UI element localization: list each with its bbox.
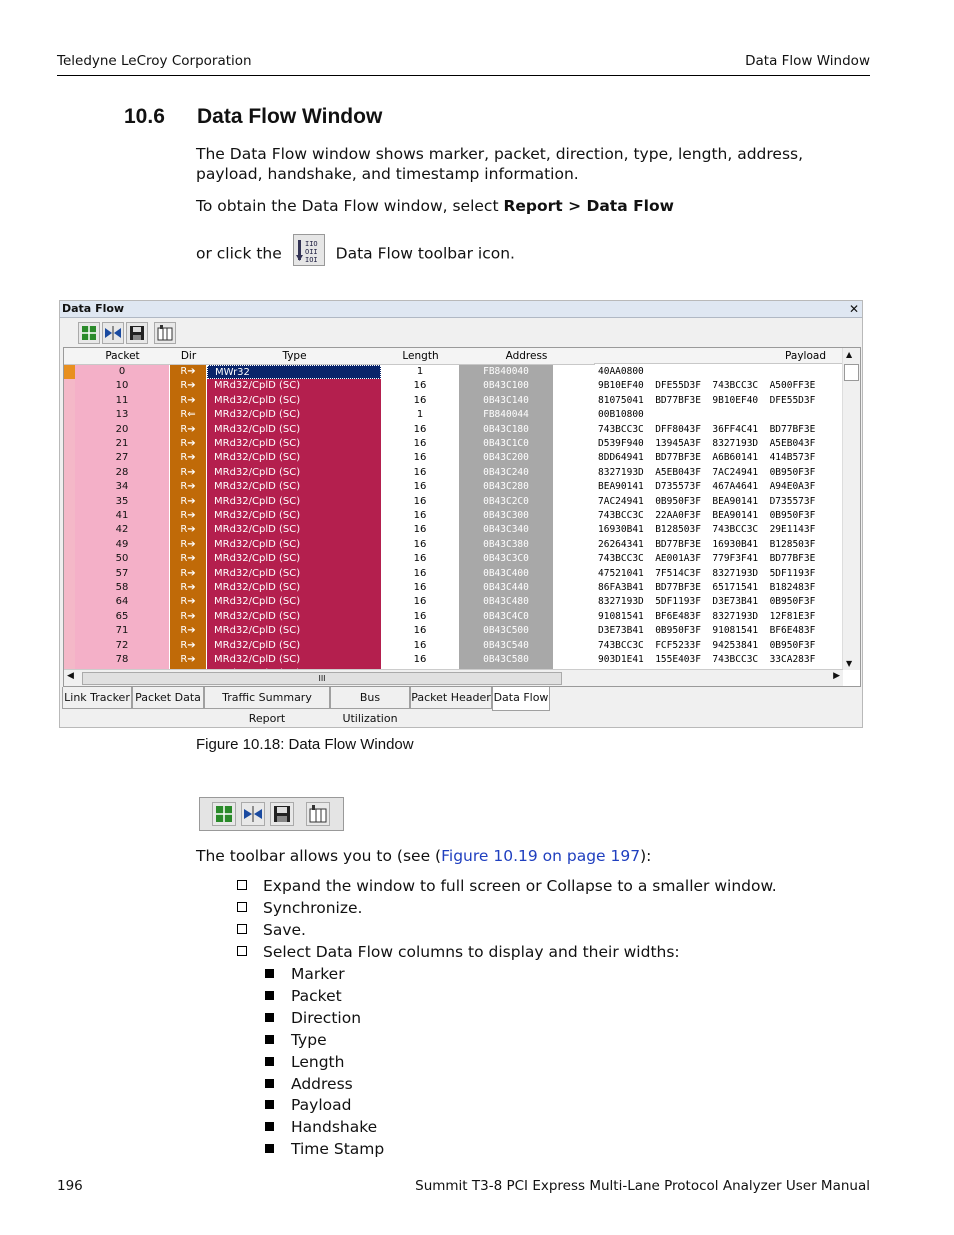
row-marker: [64, 653, 75, 667]
sublist-item: [265, 1031, 327, 1049]
table-row[interactable]: [64, 466, 843, 480]
row-address: FB840040: [459, 365, 553, 379]
save-icon: [127, 323, 147, 343]
menu-path: Report > Data Flow: [503, 197, 674, 215]
row-address: 0B43C240: [459, 466, 553, 480]
table-row[interactable]: [64, 595, 843, 609]
row-packet: 11: [75, 394, 169, 408]
data-flow-grid[interactable]: [63, 347, 861, 687]
scroll-up-icon[interactable]: ▲: [846, 350, 853, 359]
columns-icon: [307, 803, 329, 825]
save-icon: [271, 803, 293, 825]
row-dir: R➔: [170, 509, 206, 523]
scroll-down-icon[interactable]: ▼: [846, 659, 853, 668]
list-item: [237, 921, 306, 939]
row-marker: [64, 610, 75, 624]
list-item: [237, 899, 362, 917]
header-right: Data Flow Window: [745, 53, 870, 69]
toolbar-description-post: ):: [640, 847, 652, 865]
row-address: 0B43C1C0: [459, 437, 553, 451]
horizontal-scroll-thumb[interactable]: III: [82, 672, 562, 685]
tab-data-flow[interactable]: Data Flow: [492, 687, 550, 711]
table-row[interactable]: [64, 495, 843, 509]
expand-button[interactable]: [78, 322, 100, 344]
row-payload: 903D1E41 155E403F 743BCC3C 33CA283F: [598, 654, 816, 665]
tab-bus-utilization[interactable]: Bus Utilization: [330, 687, 410, 709]
row-length: 1: [382, 408, 458, 422]
square-bullet-icon: [265, 991, 274, 1000]
table-row[interactable]: [64, 610, 843, 624]
row-packet: 10: [75, 379, 169, 393]
synchronize-button[interactable]: [102, 322, 124, 344]
row-payload: 91081541 BF6E483F 8327193D 12F81E3F: [598, 610, 816, 622]
figure-link[interactable]: Figure 10.19 on page 197: [441, 847, 641, 865]
sublist-item: [265, 1075, 353, 1093]
row-packet: 34: [75, 480, 169, 494]
sublist-item-text: Handshake: [291, 1118, 378, 1137]
row-length: 16: [382, 451, 458, 465]
tab-packet-header[interactable]: Packet Header: [410, 687, 492, 709]
row-marker: [64, 408, 75, 422]
row-type: MRd32/CplD (SC): [207, 480, 381, 494]
sublist-item-text: Type: [291, 1030, 327, 1049]
row-dir: R➔: [170, 379, 206, 393]
table-row[interactable]: [64, 394, 843, 408]
menu-instruction: [196, 196, 866, 216]
header-rule: [57, 75, 870, 76]
sublist-item-text: Packet: [291, 986, 342, 1005]
sublist-item: [265, 1096, 351, 1114]
row-dir: R➔: [170, 610, 206, 624]
row-type: MRd32/CplD (SC): [207, 408, 381, 422]
intro-paragraph: The Data Flow window shows marker, packet, direction, type, length, address, payload, handshake, and timestamp information.: [196, 145, 804, 183]
toolbar-instruction-pre: or click the: [196, 244, 282, 263]
grid-icon: [213, 803, 235, 825]
row-type: MRd32/CplD (SC): [207, 523, 381, 537]
vertical-scrollbar[interactable]: [842, 348, 860, 670]
list-item-text: Select Data Flow columns to display and their widths:: [263, 943, 680, 961]
row-packet: 0: [75, 365, 169, 379]
header-left: Teledyne LeCroy Corporation: [57, 53, 252, 69]
row-length: 16: [382, 595, 458, 609]
square-bullet-icon: [265, 1057, 274, 1066]
sublist-item-text: Payload: [291, 1096, 352, 1115]
row-type: MRd32/CplD (SC): [207, 394, 381, 408]
col-packet[interactable]: Packet: [75, 348, 171, 365]
row-length: 16: [382, 480, 458, 494]
row-length: 16: [382, 653, 458, 667]
row-address: 0B43C540: [459, 639, 553, 653]
row-packet: 72: [75, 639, 169, 653]
row-address: 0B43C480: [459, 595, 553, 609]
report-tabs: [62, 687, 860, 725]
row-address: 0B43C300: [459, 509, 553, 523]
scroll-left-icon[interactable]: ◀: [67, 671, 74, 681]
row-length: 16: [382, 567, 458, 581]
table-row[interactable]: [64, 639, 843, 653]
row-packet: 71: [75, 624, 169, 638]
sublist-item-text: Marker: [291, 965, 345, 983]
row-marker: [64, 466, 75, 480]
toolbar-description-pre: The toolbar allows you to (see (: [196, 847, 442, 865]
table-row[interactable]: [64, 567, 843, 581]
data-flow-window: [59, 300, 863, 728]
row-packet: 57: [75, 567, 169, 581]
row-dir: R➔: [170, 639, 206, 653]
data-flow-toolbar-icon[interactable]: [293, 234, 325, 266]
toolbar-instruction-post: Data Flow toolbar icon.: [335, 244, 515, 263]
row-dir: R⇐: [170, 408, 206, 422]
row-packet: 21: [75, 437, 169, 451]
row-payload: 7AC24941 0B950F3F BEA90141 D735573F: [598, 495, 816, 507]
svg-text:IOI: IOI: [304, 256, 318, 264]
row-type: MRd32/CplD (SC): [207, 639, 381, 653]
section-title: Data Flow Window: [197, 105, 383, 128]
row-length: 16: [382, 639, 458, 653]
table-row[interactable]: [64, 653, 843, 667]
col-address[interactable]: Address: [459, 348, 595, 365]
row-length: 16: [382, 624, 458, 638]
checkbox-bullet-icon: [237, 880, 247, 890]
row-address: 0B43C180: [459, 423, 553, 437]
tab-link-tracker[interactable]: Link Tracker: [62, 687, 132, 709]
row-packet: 50: [75, 552, 169, 566]
list-item: [237, 943, 680, 961]
tab-packet-data[interactable]: Packet Data: [132, 687, 204, 709]
sublist-item-text: Length: [291, 1052, 345, 1071]
section-number: 10.6: [124, 105, 165, 128]
row-marker: [64, 423, 75, 437]
footer-title: Summit T3-8 PCI Express Multi-Lane Protocol Analyzer User Manual: [415, 1178, 870, 1194]
row-address: 0B43C2C0: [459, 495, 553, 509]
row-dir: R➔: [170, 653, 206, 667]
row-dir: R➔: [170, 466, 206, 480]
row-type: MRd32/CplD (SC): [207, 595, 381, 609]
row-marker: [64, 451, 75, 465]
row-length: 16: [382, 581, 458, 595]
row-type: MWr32: [207, 365, 381, 379]
square-bullet-icon: [265, 1035, 274, 1044]
row-length: 16: [382, 495, 458, 509]
row-marker: [64, 624, 75, 638]
toolbar-image: [199, 797, 344, 831]
row-payload: 26264341 BD77BF3E 16930B41 B128503F: [598, 538, 816, 550]
row-length: 16: [382, 423, 458, 437]
row-marker: [64, 365, 75, 379]
row-type: MRd32/CplD (SC): [207, 466, 381, 480]
table-row[interactable]: [64, 451, 843, 465]
row-marker: [64, 480, 75, 494]
columns-icon: [155, 323, 175, 343]
row-type: MRd32/CplD (SC): [207, 509, 381, 523]
checkbox-bullet-icon: [237, 902, 247, 912]
table-row[interactable]: [64, 552, 843, 566]
row-packet: 13: [75, 408, 169, 422]
row-type: MRd32/CplD (SC): [207, 552, 381, 566]
row-packet: 41: [75, 509, 169, 523]
sublist-item-text: Time Stamp: [291, 1140, 385, 1159]
row-payload: 16930B41 B128503F 743BCC3C 29E1143F: [598, 524, 816, 536]
row-marker: [64, 437, 75, 451]
data-flow-icon: [294, 235, 324, 265]
row-type: MRd32/CplD (SC): [207, 451, 381, 465]
row-address: 0B43C500: [459, 624, 553, 638]
col-payload[interactable]: Payload: [594, 348, 843, 364]
expand-toolbar-button[interactable]: [212, 802, 236, 826]
row-payload: 00B10800: [598, 409, 644, 421]
row-address: 0B43C200: [459, 451, 553, 465]
col-type[interactable]: Type: [207, 348, 383, 365]
section-heading: [124, 105, 382, 129]
row-dir: R➔: [170, 394, 206, 408]
row-dir: R➔: [170, 523, 206, 537]
sync-toolbar-button[interactable]: [241, 802, 265, 826]
row-payload: D3E73B41 0B950F3F 91081541 BF6E483F: [598, 625, 816, 637]
row-payload: D539F940 13945A3F 8327193D A5EB043F: [598, 438, 816, 449]
vertical-scroll-thumb[interactable]: [844, 364, 859, 381]
row-payload: 86FA3B41 BD77BF3E 65171541 B182483F: [598, 582, 816, 593]
toolbar-instruction: [196, 238, 866, 270]
row-payload: 9B10EF40 DFE55D3F 743BCC3C A500FF3E: [598, 380, 816, 392]
row-marker: [64, 538, 75, 552]
col-dir[interactable]: Dir: [170, 348, 208, 365]
row-dir: R➔: [170, 451, 206, 465]
row-dir: R➔: [170, 423, 206, 437]
row-address: 0B43C140: [459, 394, 553, 408]
row-marker: [64, 595, 75, 609]
sublist-item: [265, 1118, 377, 1136]
list-item-text: Expand the window to full screen or Collapse to a smaller window.: [263, 877, 777, 895]
row-payload: 743BCC3C 22AA0F3F BEA90141 0B950F3F: [598, 510, 816, 521]
row-marker: [64, 523, 75, 537]
row-type: MRd32/CplD (SC): [207, 624, 381, 638]
row-payload: 743BCC3C AE001A3F 779F3F41 BD77BF3E: [598, 553, 816, 565]
row-packet: 65: [75, 610, 169, 624]
row-marker: [64, 639, 75, 653]
list-item-text: Save.: [263, 921, 306, 939]
row-marker: [64, 567, 75, 581]
scroll-right-icon[interactable]: ▶: [833, 671, 840, 681]
row-payload: 81075041 BD77BF3E 9B10EF40 DFE55D3F: [598, 394, 816, 406]
table-row[interactable]: [64, 581, 843, 595]
row-payload: 8327193D A5EB043F 7AC24941 0B950F3F: [598, 466, 816, 478]
sublist-item: [265, 1053, 344, 1071]
row-address: 0B43C4C0: [459, 610, 553, 624]
row-length: 16: [382, 538, 458, 552]
sublist-item: [265, 1009, 361, 1027]
row-address: 0B43C580: [459, 653, 553, 667]
row-packet: 27: [75, 451, 169, 465]
row-type: MRd32/CplD (SC): [207, 581, 381, 595]
table-row[interactable]: [64, 509, 843, 523]
table-row[interactable]: [64, 408, 843, 422]
row-type: MRd32/CplD (SC): [207, 379, 381, 393]
list-item-text: Synchronize.: [263, 899, 363, 917]
row-type: MRd32/CplD (SC): [207, 423, 381, 437]
row-length: 16: [382, 552, 458, 566]
table-row[interactable]: [64, 365, 843, 379]
row-address: 0B43C100: [459, 379, 553, 393]
sublist-item: [265, 1140, 384, 1158]
row-payload: 47521041 7F514C3F 8327193D 5DF1193F: [598, 567, 816, 579]
row-address: 0B43C380: [459, 538, 553, 552]
window-title: Data Flow: [62, 302, 125, 315]
table-row[interactable]: [64, 538, 843, 552]
table-row[interactable]: [64, 379, 843, 393]
row-dir: R➔: [170, 365, 206, 379]
tab-traffic-summary-report[interactable]: Traffic Summary Report: [204, 687, 330, 709]
row-length: 1: [382, 365, 458, 379]
row-packet: 58: [75, 581, 169, 595]
row-address: FB840044: [459, 408, 553, 422]
row-packet: 20: [75, 423, 169, 437]
row-type: MRd32/CplD (SC): [207, 653, 381, 667]
table-row[interactable]: [64, 437, 843, 451]
square-bullet-icon: [265, 1122, 274, 1131]
square-bullet-icon: [265, 969, 274, 978]
row-address: 0B43C440: [459, 581, 553, 595]
row-payload: BEA90141 D735573F 467A4641 A94E0A3F: [598, 481, 816, 493]
columns-button[interactable]: [154, 322, 176, 344]
row-packet: 42: [75, 523, 169, 537]
horizontal-scrollbar[interactable]: [64, 669, 843, 686]
row-dir: R➔: [170, 495, 206, 509]
checkbox-bullet-icon: [237, 946, 247, 956]
row-payload: 8DD64941 BD77BF3E A6B60141 414B573F: [598, 452, 816, 464]
row-marker: [64, 552, 75, 566]
row-length: 16: [382, 610, 458, 624]
row-marker: [64, 379, 75, 393]
row-dir: R➔: [170, 538, 206, 552]
row-marker: [64, 581, 75, 595]
figure-caption: Figure 10.18: Data Flow Window: [196, 736, 414, 753]
sublist-item-text: Direction: [291, 1008, 362, 1027]
sublist-item-text: Address: [291, 1074, 353, 1093]
row-payload: 8327193D 5DF1193F D3E73B41 0B950F3F: [598, 596, 816, 608]
row-dir: R➔: [170, 480, 206, 494]
svg-text:OII: OII: [304, 248, 318, 256]
row-type: MRd32/CplD (SC): [207, 610, 381, 624]
row-packet: 35: [75, 495, 169, 509]
row-address: 0B43C3C0: [459, 552, 553, 566]
sync-icon: [242, 803, 264, 825]
row-packet: 49: [75, 538, 169, 552]
row-marker: [64, 509, 75, 523]
list-item: [237, 877, 777, 895]
row-length: 16: [382, 466, 458, 480]
row-marker: [64, 495, 75, 509]
page-number: 196: [57, 1178, 83, 1194]
svg-text:IIO: IIO: [304, 240, 318, 248]
close-icon[interactable]: ✕: [848, 302, 859, 316]
table-row[interactable]: [64, 523, 843, 537]
row-dir: R➔: [170, 581, 206, 595]
table-row[interactable]: [64, 480, 843, 494]
square-bullet-icon: [265, 1079, 274, 1088]
col-length[interactable]: Length: [382, 348, 460, 365]
row-marker: [64, 394, 75, 408]
row-packet: 28: [75, 466, 169, 480]
table-row[interactable]: [64, 624, 843, 638]
row-dir: R➔: [170, 567, 206, 581]
row-payload: 743BCC3C FCF5233F 94253841 0B950F3F: [598, 639, 816, 651]
row-length: 16: [382, 523, 458, 537]
window-title-bar: [60, 301, 862, 318]
save-button[interactable]: [126, 322, 148, 344]
row-packet: 78: [75, 653, 169, 667]
row-length: 16: [382, 394, 458, 408]
row-dir: R➔: [170, 595, 206, 609]
square-bullet-icon: [265, 1100, 274, 1109]
table-row[interactable]: [64, 423, 843, 437]
toolbar-description: [196, 846, 866, 866]
row-address: 0B43C340: [459, 523, 553, 537]
row-length: 16: [382, 379, 458, 393]
grid-icon: [79, 323, 99, 343]
row-type: MRd32/CplD (SC): [207, 437, 381, 451]
sublist-item: [265, 965, 345, 983]
row-length: 16: [382, 509, 458, 523]
row-payload: 743BCC3C DFF8043F 36FF4C41 BD77BF3E: [598, 423, 816, 435]
row-type: MRd32/CplD (SC): [207, 495, 381, 509]
row-dir: R➔: [170, 552, 206, 566]
sublist-item: [265, 987, 342, 1005]
row-address: 0B43C400: [459, 567, 553, 581]
window-toolbar: [62, 319, 182, 345]
row-length: 16: [382, 437, 458, 451]
square-bullet-icon: [265, 1013, 274, 1022]
save-toolbar-button[interactable]: [270, 802, 294, 826]
row-address: 0B43C280: [459, 480, 553, 494]
row-payload: 40AA0800: [598, 366, 644, 377]
row-dir: R➔: [170, 437, 206, 451]
row-type: MRd32/CplD (SC): [207, 538, 381, 552]
row-type: MRd32/CplD (SC): [207, 567, 381, 581]
row-dir: R➔: [170, 624, 206, 638]
square-bullet-icon: [265, 1144, 274, 1153]
sync-icon: [103, 323, 123, 343]
row-packet: 64: [75, 595, 169, 609]
menu-instruction-text: To obtain the Data Flow window, select: [196, 197, 504, 215]
checkbox-bullet-icon: [237, 924, 247, 934]
columns-toolbar-button[interactable]: [306, 802, 330, 826]
